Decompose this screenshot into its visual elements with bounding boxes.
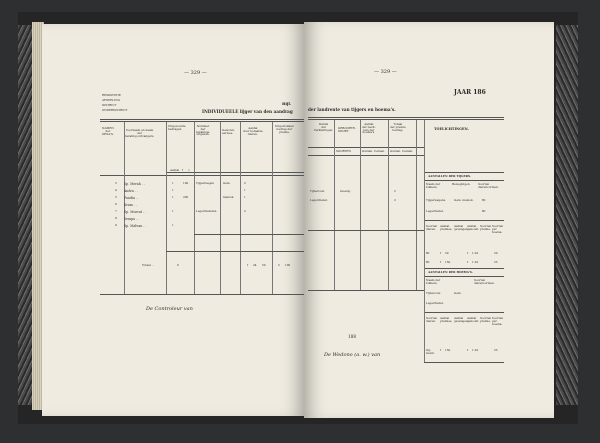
col-rule: [360, 120, 361, 290]
col-rule: [194, 122, 195, 294]
side-head: Soorten dieren.: [426, 224, 438, 231]
rule: [424, 362, 504, 363]
subhead: f: [182, 168, 184, 172]
right-bottom-number: 188: [348, 334, 356, 339]
cell: 2: [244, 181, 246, 185]
side-cell: 50: [445, 251, 449, 255]
side-cell: Legerdienst.: [426, 301, 444, 305]
side-cell: Gem.: [454, 291, 462, 295]
side-cell: 150: [445, 260, 451, 264]
region-line: AFDEELING: [102, 98, 120, 102]
col-head-value: Totaal der premie bedrag.: [390, 122, 406, 132]
totaal-label: Totaal . .: [142, 263, 155, 267]
rule: [166, 251, 304, 252]
cell: 1: [172, 188, 174, 192]
rule: [424, 268, 504, 269]
side-cell: 150: [445, 348, 451, 352]
rule: [424, 220, 504, 221]
col-head-desc: Datum der Verklaringen.: [314, 122, 334, 132]
row-name: Kram . .: [124, 203, 137, 207]
col-head-names: Voornaam en naam der betaling ontvangers.: [125, 128, 155, 138]
cell: Tijgermagen: [196, 181, 214, 185]
subhead: Aantal: [170, 168, 180, 172]
side-title-tigers: AANTALLEN DER TIJGERS.: [428, 174, 471, 178]
cell: 2: [244, 209, 246, 213]
left-title-cont: Bijl.: [282, 101, 292, 106]
col-rule: [220, 122, 221, 294]
totaal-value: 24: [253, 263, 257, 267]
row-number: 9: [115, 223, 117, 227]
col-head-premium: Uitgevoerde bedragen: [168, 124, 186, 131]
col-head-numbers: Nummer der betalings- uitgaven.: [196, 124, 210, 137]
row-label: Tijberouw.: [310, 189, 325, 193]
col-rule: [166, 122, 167, 294]
right-page: [304, 22, 554, 418]
side-head: Aantal gekookt.: [467, 224, 480, 231]
side-head: Aantal gevangen.: [454, 316, 469, 323]
side-cell: f: [440, 251, 442, 255]
year-heading: JAAR 186: [454, 89, 486, 96]
col-rule: [334, 120, 335, 290]
cell: 200: [183, 195, 189, 199]
cell: 1: [244, 188, 246, 192]
rule: [424, 180, 504, 181]
col-head-number: NAMEN der DESA'S.: [102, 126, 114, 136]
col-head-amount: Aantal door betaalde dieren.: [243, 126, 263, 136]
col-head-paid: Uitgetrokken bedrag der premie.: [275, 124, 294, 134]
marbled-cover-right: [556, 25, 578, 405]
side-cell: f: [467, 260, 469, 264]
subhead: Gulden.: [390, 149, 402, 153]
side-cell: 25: [494, 348, 498, 352]
rule: [167, 172, 304, 173]
side-cell: Legerdienst.: [426, 209, 444, 213]
subhead: Gulden.: [362, 149, 374, 153]
col-rule: [272, 122, 273, 294]
side-cell: Br.: [482, 209, 486, 213]
col-rule: [416, 120, 417, 290]
row-number: 8: [115, 216, 117, 220]
rule: [100, 121, 304, 122]
row-name: Sp. Malvan . .: [124, 224, 147, 228]
rule: [308, 290, 424, 291]
side-head: Naam der fokkers.: [426, 182, 441, 189]
col-rule: [388, 120, 389, 290]
right-signature: De Wedono (a. w.) van: [324, 352, 381, 358]
side-cell: 1.20: [472, 260, 479, 264]
left-signature: De Controleur van: [146, 306, 193, 312]
cell: memok.: [223, 195, 235, 199]
side-head: Soorten dierenvormen.: [474, 278, 495, 285]
side-head: Soorten dieren.: [426, 316, 438, 323]
col-head-notes: TOELICHTINGEN.: [434, 127, 469, 131]
side-cell: Gij-monii.: [426, 348, 435, 355]
side-cell: Br.: [426, 260, 430, 264]
right-title: der landrente van tijgers en hoema's.: [308, 107, 396, 112]
side-head: Soorten per hoema.: [492, 316, 504, 326]
row-label: Legerdienst.: [310, 198, 328, 202]
right-page-number: — 329 —: [374, 69, 397, 75]
side-cell: Gem. memok.: [454, 198, 474, 202]
rule: [424, 172, 504, 173]
row-name: Sempa . .: [124, 217, 140, 221]
side-cell: 20: [494, 251, 498, 255]
subhead: c: [188, 168, 190, 172]
cell: 1: [172, 223, 174, 227]
row-name: Sp. Moerat . .: [124, 210, 147, 214]
col-head-wound: Gewond- eerwee: [222, 128, 235, 135]
subhead: Centen.: [402, 149, 414, 153]
cell: 1: [244, 195, 246, 199]
rule: [424, 276, 504, 277]
side-head: Naam der fokkers.: [426, 278, 441, 285]
side-cell: Tijberouw.: [426, 291, 441, 295]
subhead: Centen.: [374, 149, 386, 153]
left-title: INDIVIDUEELE lijger van den aandrag: [202, 109, 293, 114]
row-number: 4: [115, 188, 117, 192]
rule: [308, 155, 424, 156]
totaal-value: 100: [285, 263, 291, 267]
subhead: SOORTEN: [336, 149, 351, 153]
row-name: Sp. Merah . .: [124, 182, 145, 186]
row-value: 2: [394, 198, 396, 202]
row-name: Andra . .: [124, 189, 138, 193]
row-number: 3: [115, 181, 117, 185]
side-head: Soorten premie.: [480, 316, 492, 323]
side-cell: f: [467, 251, 469, 255]
rule: [308, 119, 504, 120]
rule: [194, 234, 304, 235]
cell: 1: [172, 195, 174, 199]
col-head-origin: GEBOORTE- SOORT.: [338, 126, 356, 133]
side-head: Aantal premies.: [440, 316, 453, 323]
col-rule: [424, 120, 425, 362]
cell: 1: [172, 181, 174, 185]
row-value: 2: [394, 189, 396, 193]
side-cell: 1.20: [472, 251, 479, 255]
left-page: [42, 24, 304, 416]
row-number: 5: [115, 195, 117, 199]
side-head: Soorten dierenvormen.: [478, 182, 499, 189]
side-cell: f: [440, 348, 442, 352]
totaal-value: 5: [278, 263, 280, 267]
col-rule: [124, 122, 125, 294]
col-head-owners: Aantal der bezit- ters der hoema's.: [362, 122, 376, 135]
col-rule: [240, 122, 241, 294]
rule: [424, 312, 504, 313]
region-line: ONDERDISTRICT: [102, 108, 128, 112]
side-cell: Br.: [482, 198, 486, 202]
side-cell: f: [440, 260, 442, 264]
cell: 1: [172, 209, 174, 213]
cell: Gem.: [223, 181, 231, 185]
cell: 100: [183, 181, 189, 185]
row-value: moeraj.: [340, 189, 351, 193]
side-head: Soorten premie.: [480, 224, 492, 231]
left-page-number: — 329 —: [184, 70, 207, 76]
side-head: Aantal gevangen.: [454, 224, 469, 231]
row-name: Pandia . .: [124, 196, 139, 200]
side-cell: Br.: [426, 251, 430, 255]
rule: [100, 294, 304, 295]
region-line: DISTRICT: [102, 103, 117, 107]
side-head: Soorten per hoema.: [492, 224, 504, 234]
rule: [100, 175, 304, 176]
rule: [308, 147, 424, 148]
side-cell: 25: [494, 260, 498, 264]
side-head: Bewegingen.: [452, 182, 471, 186]
side-head: Aantal gekookt.: [467, 316, 480, 323]
row-number: 7: [115, 209, 117, 213]
side-head: Aantal premies.: [440, 224, 453, 231]
side-cell: 1.20: [472, 348, 479, 352]
totaal-value: f: [247, 263, 249, 267]
row-number: 6: [115, 202, 117, 206]
cell: Legerdiensten: [196, 209, 217, 213]
totaal-value: 50: [262, 263, 266, 267]
totaal-value: 6: [177, 263, 179, 267]
side-cell: Tijgerwagens.: [426, 198, 447, 202]
region-line: RESIDENTIE: [102, 93, 121, 97]
side-title-hoemas: AANTALLEN DER HOEMA'S.: [428, 270, 473, 274]
side-cell: f: [467, 348, 469, 352]
rule: [308, 230, 424, 231]
